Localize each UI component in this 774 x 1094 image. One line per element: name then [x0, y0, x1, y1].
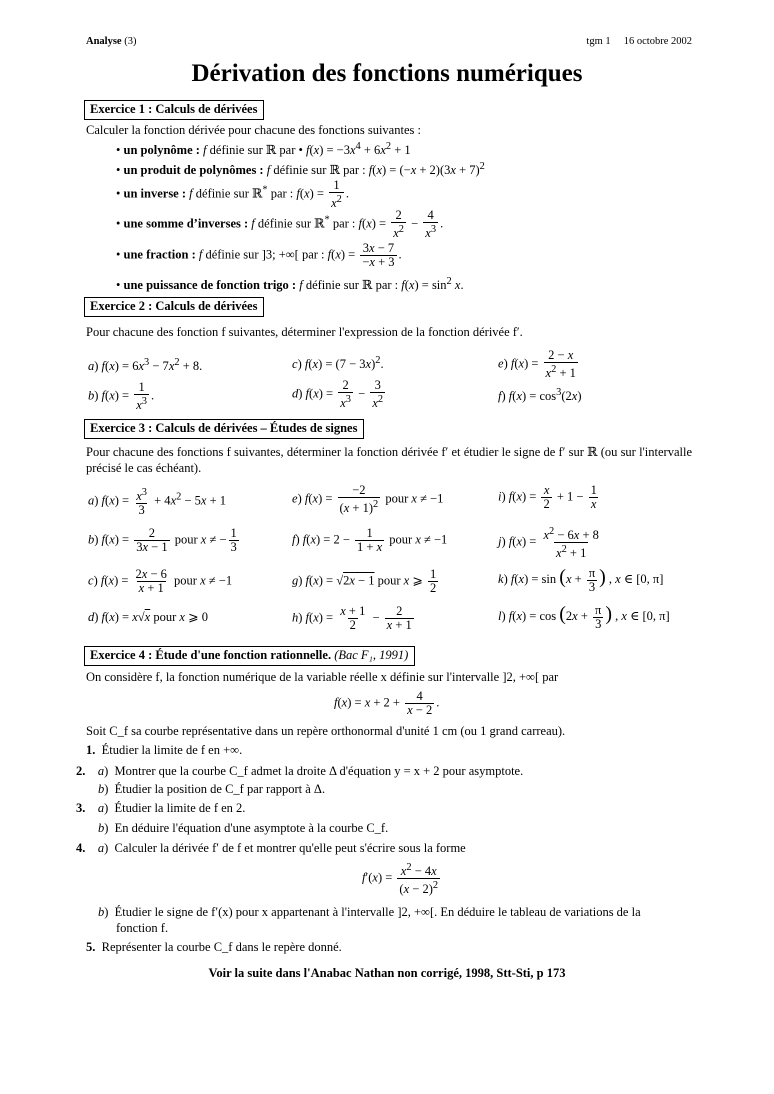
ex2-item-d: d) f(x) = $\frac{2}{x^3}$ − $\frac{3}{x^2}$: [292, 378, 384, 411]
ex4-function-def: f(x) = x + 2 + $\frac{4}{x - 2}$ .: [334, 689, 440, 717]
ex3-item-b: b) f(x) = $\frac{2}{3x - 1}$ pour x ≠ − $\frac{1}{3}$: [88, 526, 237, 554]
ex4-derivative-formula: f′(x) = $\frac{x^2 - 4x}{(x - 2)^2}$: [362, 862, 439, 897]
header-right: tgm 1 16 octobre 2002: [586, 36, 692, 47]
exercise-4-intro: On considère f, la fonction numérique de la variable réelle x définie sur l'intervalle ]2, +∞[ par: [86, 670, 559, 684]
ex3-item-l: l) f(x) = cos (2x + $\frac{\pi}{3}$ ) , x ∈ [0, π]: [498, 602, 670, 631]
ex1-item-somme-inverses: • une somme d’inverses : f définie sur ℝ* par : f(x) = $\frac{2}{x^2}$ − $\frac{4}{x^3}$ .: [116, 208, 444, 241]
exercise-4-heading: Exercice 4 : Étude d'une fonction rationnelle. (Bac F₁, 1991): [84, 646, 415, 666]
ex2-item-b: b) f(x) = $\frac{1}{x^3}$ .: [88, 380, 155, 413]
ex2-item-f: f) $f(x) = \cos^3(2x)$: [498, 387, 582, 404]
ex2-item-a: a) $f(x) = 6x^3 - 7x^2 + 8$.: [88, 357, 203, 374]
exercise-2-heading: Exercice 2 : Calculs de dérivées: [84, 297, 264, 317]
page-title: Dérivation des fonctions numériques: [191, 60, 583, 87]
ex1-item-fraction: • une fraction : f définie sur ]3; +∞[ par : f(x) = $\frac{3x - 7}{-x + 3}$ .: [116, 241, 402, 269]
ex4-q4b-cont: fonction f.: [116, 921, 169, 935]
ex2-item-e: e) f(x) = $\frac{2 - x}{x^2 + 1}$: [498, 348, 576, 381]
exercise-3-intro: Pour chacune des fonctions f suivantes, déterminer la fonction dérivée f′ et étudier le signe de f′ sur ℝ (ou sur l'intervalle précisé le cas échéant).: [86, 445, 692, 475]
ex3-item-i: i) f(x) = $\frac{x}{2}$ + 1 − $\frac{1}{x}$: [498, 483, 597, 511]
ex1-item-trigo: • une puissance de fonction trigo : f définie sur ℝ par : $f(x) = \sin^2 x$.: [116, 276, 464, 293]
ex1-item-produit: • un produit de polynômes : f définie sur ℝ par : $f(x) = (-x + 2)(3x + 7)^2$: [116, 161, 485, 178]
ex3-item-d: d) f(x) = x√x pour x ⩾ 0: [88, 610, 208, 624]
ex1-item-inverse: • un inverse : f définie sur ℝ* par : f(x) = $\frac{1}{x^2}$ .: [116, 178, 349, 211]
ex4-q4b: b) Étudier le signe de f′(x) pour x appartenant à l'intervalle ]2, +∞[. En déduire le tableau de variations de la: [98, 905, 641, 919]
footer-note: Voir la suite dans l'Anabac Nathan non corrigé, 1998, Stt-Sti, p 173: [208, 966, 566, 980]
ex4-repere: Soit C_f sa courbe représentative dans un repère orthonormal d'unité 1 cm (ou 1 grand carreau).: [86, 724, 566, 738]
ex1-item-polynome: • un polynôme : f définie sur ℝ par • $f(x) = -3x^4 + 6x^2 + 1$: [116, 141, 411, 158]
ex4-q4a: 4. a) Calculer la dérivée f′ de f et montrer qu'elle peut s'écrire sous la forme: [76, 841, 466, 855]
ex3-item-a: a) f(x) = $\frac{x^3}{3}$ + $4x^2 - 5x + 1$: [88, 487, 227, 518]
ex4-q3a: 3. a) Étudier la limite de f en 2.: [76, 801, 246, 815]
ex3-item-c: c) f(x) = $\frac{2x - 6}{x + 1}$ pour x ≠ −1: [88, 567, 233, 595]
ex3-item-g: g) f(x) = √2x − 1 pour x ⩾ $\frac{1}{2}$: [292, 567, 437, 595]
exercise-2-intro: Pour chacune des fonction f suivantes, déterminer l'expression de la fonction dérivée f′.: [86, 325, 523, 339]
ex3-item-f: f) f(x) = 2 − $\frac{1}{1 + x}$ pour x ≠ −1: [292, 526, 448, 554]
header-left: Analyse (3): [86, 36, 137, 47]
ex4-q2b: b) Étudier la position de C_f par rapport à Δ.: [98, 782, 326, 796]
exercise-1-intro: Calculer la fonction dérivée pour chacune des fonctions suivantes :: [86, 123, 421, 137]
ex3-item-e: e) f(x) = $\frac{-2}{(x + 1)^2}$ pour x ≠ −1: [292, 483, 444, 516]
ex4-q3b: b) En déduire l'équation d'une asymptote à la courbe C_f.: [98, 821, 389, 835]
ex3-item-j: j) f(x) = $\frac{x^2 - 6x + 8}{x^2 + 1}$: [498, 526, 599, 561]
ex3-item-h: h) f(x) = $\frac{x + 1}{2}$ − $\frac{2}{x + 1}$: [292, 604, 412, 632]
ex4-q2a: 2. a) Montrer que la courbe C_f admet la droite Δ d'équation y = x + 2 pour asymptote.: [76, 764, 524, 778]
ex4-q5: 5. Représenter la courbe C_f dans le repère donné.: [86, 940, 342, 954]
ex2-item-c: c) $f(x) = (7 - 3x)^2$.: [292, 355, 384, 372]
exercise-3-heading: Exercice 3 : Calculs de dérivées – Études de signes: [84, 419, 364, 439]
ex3-item-k: k) f(x) = sin (x + $\frac{\pi}{3}$ ) , x ∈ [0, π]: [498, 565, 664, 594]
exercise-1-heading: Exercice 1 : Calculs de dérivées: [84, 100, 264, 120]
ex4-q1: 1. Étudier la limite de f en +∞.: [86, 743, 243, 757]
